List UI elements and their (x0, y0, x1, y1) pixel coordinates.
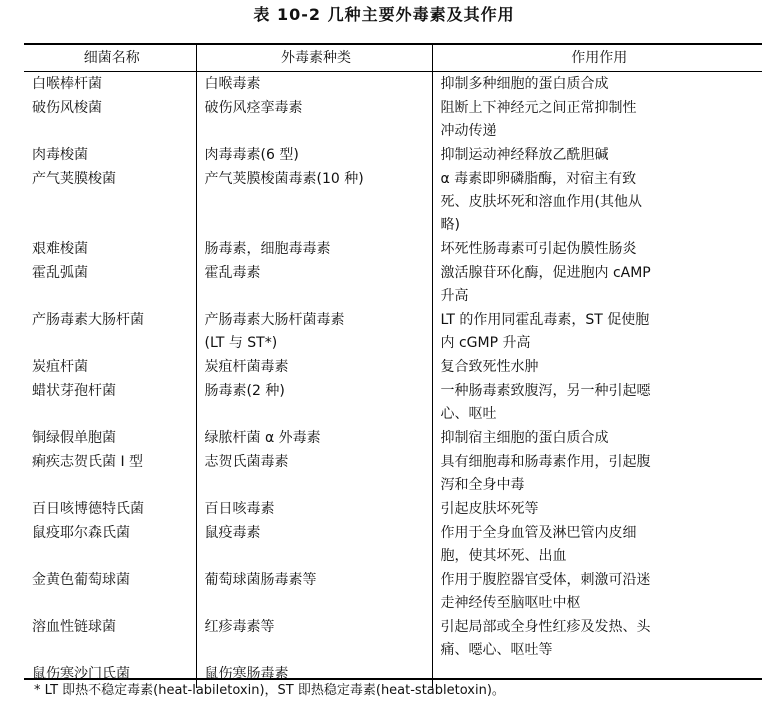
cell-effect (432, 497, 762, 521)
cell-bacteria-name: 霍乱弧菌 (24, 261, 196, 308)
table-row (24, 497, 762, 521)
cell-effect (432, 615, 762, 662)
cell-toxin-line: 肠毒素(2 种) (204, 383, 285, 399)
cell-effect-line: 抑制多种细胞的蛋白质合成 (440, 76, 609, 92)
cell-toxin-type (196, 450, 432, 497)
cell-effect-line: 走神经传至脑呕吐中枢 (440, 595, 581, 611)
cell-effect-line: 心、呕吐 (440, 406, 497, 422)
cell-effect-line: 冲动传递 (440, 123, 497, 139)
table-row (24, 167, 762, 237)
table-header-row (24, 44, 762, 72)
cell-effect-line: 引起局部或全身性红疹及发热、头 (440, 619, 651, 635)
cell-effect-line: 引起皮肤坏死等 (440, 501, 539, 517)
cell-toxin-line: 产气荚膜梭菌毒素(10 种) (204, 171, 364, 187)
cell-effect (432, 308, 762, 355)
footnote: * LT 即热不稳定毒素(heat-labiletoxin)，ST 即热稳定毒素(heat-stabletoxin)。 (34, 683, 505, 698)
cell-toxin-line: 炭疽杆菌毒素 (204, 359, 289, 375)
cell-effect-line: 内 cGMP 升高 (440, 335, 531, 351)
table-row (24, 96, 762, 143)
cell-effect-line: LT 的作用同霍乱毒素，ST 促使胞 (440, 312, 650, 328)
cell-toxin-type (196, 308, 432, 355)
cell-toxin-line: (LT 与 ST*) (204, 335, 278, 351)
cell-bacteria-name: 炭疽杆菌 (24, 355, 196, 379)
cell-toxin-line: 葡萄球菌肠毒素等 (204, 572, 317, 588)
table-row (24, 355, 762, 379)
cell-toxin-line: 白喉毒素 (204, 76, 261, 92)
table-body (24, 72, 762, 689)
cell-effect-line: 一种肠毒素致腹泻，另一种引起噁 (440, 383, 651, 399)
table-row (24, 379, 762, 426)
table-row (24, 261, 762, 308)
table-row (24, 568, 762, 615)
cell-effect (432, 355, 762, 379)
cell-effect-line: 复合致死性水肿 (440, 359, 539, 375)
table-title: 表 10-2 几种主要外毒素及其作用 (253, 5, 515, 24)
cell-effect-line: 死、皮肤坏死和溶血作用(其他从 (440, 194, 642, 210)
table-row (24, 615, 762, 662)
cell-effect (432, 568, 762, 615)
cell-effect-line: 胞，使其坏死、出血 (440, 548, 567, 564)
cell-toxin-line: 鼠伤寒肠毒素 (204, 666, 289, 682)
cell-effect-line: 痛、噁心、呕吐等 (440, 642, 553, 658)
cell-toxin-type (196, 143, 432, 167)
cell-effect (432, 72, 762, 97)
cell-toxin-line: 志贺氏菌毒素 (204, 454, 289, 470)
cell-effect (432, 450, 762, 497)
cell-effect-line: 抑制宿主细胞的蛋白质合成 (440, 430, 609, 446)
cell-toxin-line: 肉毒毒素(6 型) (204, 147, 299, 163)
cell-effect-line: 坏死性肠毒素可引起伪膜性肠炎 (440, 241, 637, 257)
cell-toxin-type (196, 72, 432, 97)
cell-effect-line: 具有细胞毒和肠毒素作用，引起腹 (440, 454, 651, 470)
cell-bacteria-name: 白喉棒杆菌 (24, 72, 196, 97)
cell-effect (432, 167, 762, 237)
column-header-bacteria: 细菌名称 (24, 44, 196, 72)
footnote-divider (24, 678, 762, 680)
cell-toxin-type (196, 261, 432, 308)
cell-bacteria-name: 金黄色葡萄球菌 (24, 568, 196, 615)
cell-toxin-type (196, 379, 432, 426)
cell-toxin-type (196, 426, 432, 450)
cell-toxin-line: 红疹毒素等 (204, 619, 275, 635)
cell-effect (432, 237, 762, 261)
cell-bacteria-name: 鼠疫耶尔森氏菌 (24, 521, 196, 568)
column-header-toxin: 外毒素种类 (196, 44, 432, 72)
cell-effect-line: α 毒素即卵磷脂酶，对宿主有致 (440, 171, 637, 187)
cell-bacteria-name: 百日咳博德特氏菌 (24, 497, 196, 521)
cell-toxin-type (196, 96, 432, 143)
cell-bacteria-name: 鼠伤寒沙门氏菌 (24, 662, 196, 688)
cell-toxin-type (196, 497, 432, 521)
cell-bacteria-name: 产肠毒素大肠杆菌 (24, 308, 196, 355)
cell-toxin-line: 产肠毒素大肠杆菌毒素 (204, 312, 345, 328)
cell-toxin-line: 霍乱毒素 (204, 265, 261, 281)
cell-effect-line: 抑制运动神经释放乙酰胆碱 (440, 147, 609, 163)
table-row (24, 143, 762, 167)
cell-toxin-type (196, 167, 432, 237)
cell-toxin-line: 绿脓杆菌 α 外毒素 (204, 430, 321, 446)
cell-toxin-line: 破伤风痉挛毒素 (204, 100, 303, 116)
cell-bacteria-name: 艰难梭菌 (24, 237, 196, 261)
cell-bacteria-name: 溶血性链球菌 (24, 615, 196, 662)
table-row (24, 426, 762, 450)
cell-effect-line: 阻断上下神经元之间正常抑制性 (440, 100, 637, 116)
cell-effect (432, 261, 762, 308)
cell-bacteria-name: 肉毒梭菌 (24, 143, 196, 167)
toxin-table-container (24, 43, 762, 688)
cell-toxin-line: 百日咳毒素 (204, 501, 275, 517)
table-row (24, 521, 762, 568)
cell-effect (432, 379, 762, 426)
cell-toxin-type (196, 568, 432, 615)
cell-effect-line: 升高 (440, 288, 469, 304)
cell-effect (432, 426, 762, 450)
cell-effect-line: 略) (440, 217, 460, 233)
cell-effect-line: 激活腺苷环化酶，促进胞内 cAMP (440, 265, 651, 281)
cell-bacteria-name: 铜绿假单胞菌 (24, 426, 196, 450)
cell-toxin-line: 肠毒素，细胞毒毒素 (204, 241, 331, 257)
cell-effect (432, 96, 762, 143)
cell-effect (432, 143, 762, 167)
cell-effect-line: 作用于腹腔器官受体，刺激可沿迷 (440, 572, 651, 588)
cell-effect-line: 作用于全身血管及淋巴管内皮细 (440, 525, 637, 541)
table-row (24, 308, 762, 355)
cell-toxin-line: 鼠疫毒素 (204, 525, 261, 541)
table-row (24, 450, 762, 497)
table-row (24, 237, 762, 261)
column-header-effect: 作用作用 (432, 44, 762, 72)
cell-toxin-type (196, 355, 432, 379)
cell-bacteria-name: 痢疾志贺氏菌 I 型 (24, 450, 196, 497)
cell-effect (432, 521, 762, 568)
toxin-table (24, 43, 762, 688)
table-row (24, 72, 762, 97)
cell-bacteria-name: 蜡状芽孢杆菌 (24, 379, 196, 426)
cell-effect-line: 泻和全身中毒 (440, 477, 525, 493)
cell-toxin-type (196, 615, 432, 662)
cell-toxin-type (196, 521, 432, 568)
cell-bacteria-name: 破伤风梭菌 (24, 96, 196, 143)
cell-bacteria-name: 产气荚膜梭菌 (24, 167, 196, 237)
cell-toxin-type (196, 237, 432, 261)
